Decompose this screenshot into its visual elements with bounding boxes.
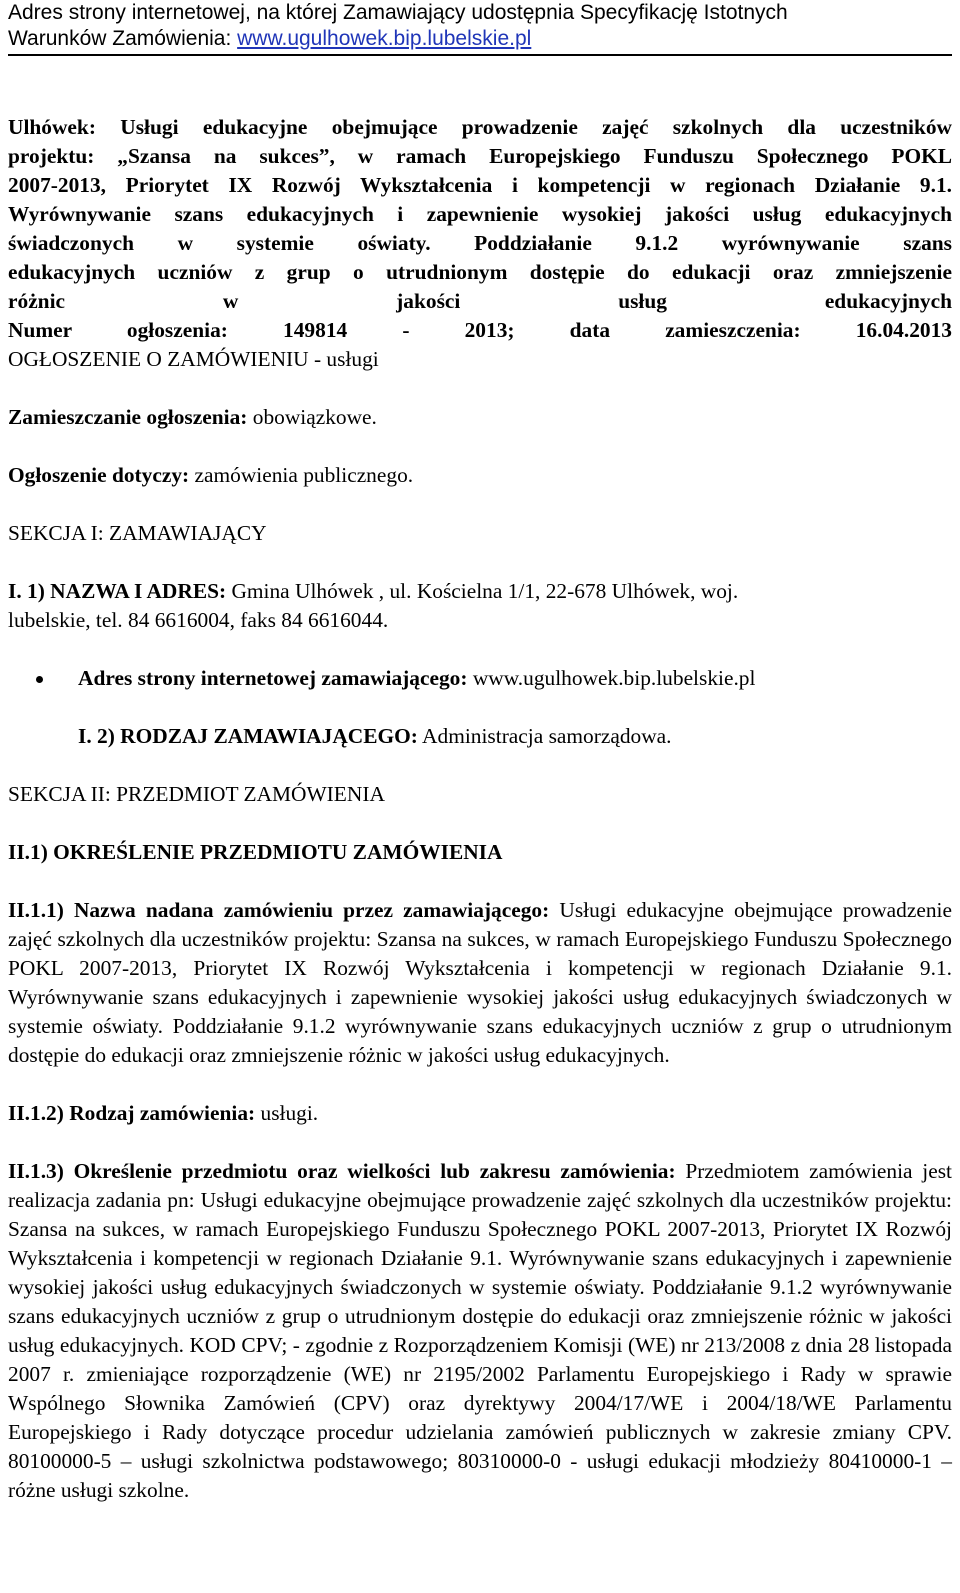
order-name-value: Usługi edukacyjne obejmujące prowadzenie zajęć szkolnych dla uczestników projektu: Szansa na sukces, w ramach Europejskiego Funduszu Społecznego POKL 2007-2013, Priorytet IX Rozwój Wykształcenia i kompetencji w regionach Działanie 9.1. Wyrównywanie szans edukacyjnych i zapewnienie wysokiej jakości usług edukacyjnych świadczonych w systemie oświaty. Poddziałanie 9.1.2 wyrównywanie szans edukacyjnych uczniów z grup o utrudnionym dostępie do edukacji oraz zmniejszenie różnic w jakości usług edukacyjnych.: [8, 898, 952, 1067]
header-line-2: [8, 26, 952, 52]
contracting-type-value: Administracja samorządowa.: [417, 724, 672, 748]
concerns-row: [8, 461, 952, 490]
document-header: [8, 0, 952, 56]
notice-type: OGŁOSZENIE O ZAMÓWIENIU - usługi: [8, 347, 379, 371]
placement-label: Zamieszczanie ogłoszenia:: [8, 405, 248, 429]
placement-value: obowiązkowe.: [247, 405, 377, 429]
order-name-label: II.1.1) Nazwa nadana zamówieniu przez zamawiającego:: [8, 898, 550, 922]
subject-definition-label: II.1) OKREŚLENIE PRZEDMIOTU ZAMÓWIENIA: [8, 840, 503, 864]
contracting-type-row: [8, 722, 952, 751]
notice-title: [8, 113, 952, 374]
header-prefix: Warunków Zamówienia:: [8, 27, 238, 50]
contracting-name-label: I. 1) NAZWA I ADRES:: [8, 579, 227, 603]
contracting-name-row: [8, 577, 952, 606]
title-line-6: edukacyjnych uczniów z grup o utrudnionym dostępie do edukacji oraz zmniejszenie: [8, 260, 952, 284]
title-line-1: Ulhówek: Usługi edukacyjne obejmujące prowadzenie zajęć szkolnych dla uczestników: [8, 115, 952, 139]
section-1-heading: SEKCJA I: ZAMAWIAJĄCY: [8, 521, 267, 545]
contracting-address-row: lubelskie, tel. 84 6616004, faks 84 6616044.: [8, 608, 389, 632]
bullet-icon: [36, 676, 43, 683]
website-label: Adres strony internetowej zamawiającego:: [78, 666, 468, 690]
order-kind-row: [8, 1099, 952, 1128]
order-scope-paragraph: [8, 1157, 952, 1505]
document-body: [8, 113, 952, 1505]
subject-definition-heading: [8, 838, 952, 867]
title-line-3: 2007-2013, Priorytet IX Rozwój Wykształcenia i kompetencji w regionach Działanie 9.1.: [8, 173, 952, 197]
contracting-type-label: I. 2) RODZAJ ZAMAWIAJĄCEGO:: [78, 724, 418, 748]
order-scope-label: II.1.3) Określenie przedmiotu oraz wielkości lub zakresu zamówienia:: [8, 1159, 676, 1183]
order-name-paragraph: [8, 896, 952, 1070]
concerns-value: zamówienia publicznego.: [189, 463, 414, 487]
title-line-7: różnic w jakości usług edukacyjnych: [8, 289, 952, 313]
placement-row: [8, 403, 952, 432]
section-2-heading: SEKCJA II: PRZEDMIOT ZAMÓWIENIA: [8, 782, 385, 806]
title-line-2: projektu: „Szansa na sukces”, w ramach Europejskiego Funduszu Społecznego POKL: [8, 144, 952, 168]
website-value: www.ugulhowek.bip.lubelskie.pl: [467, 666, 756, 690]
header-link[interactable]: www.ugulhowek.bip.lubelskie.pl: [237, 27, 532, 50]
header-line-1: Adres strony internetowej, na której Zamawiający udostępnia Specyfikację Istotnych: [8, 1, 788, 24]
order-scope-value: Przedmiotem zamówienia jest realizacja zadania pn: Usługi edukacyjne obejmujące prowadzenie zajęć szkolnych dla uczestników projektu: Szansa na sukces, w ramach Europejskiego Funduszu Społecznego POKL 2007-2013, Priorytet IX Rozwój Wykształcenia i kompetencji w regionach Działanie 9.1. Wyrównywanie szans edukacyjnych i zapewnienie wysokiej jakości usług edukacyjnych świadczonych w systemie oświaty. Poddziałanie 9.1.2 wyrównywanie szans edukacyjnych uczniów z grup o utrudnionym dostępie do edukacji oraz zmniejszenie różnic w jakości usług edukacyjnych. KOD CPV; - zgodnie z Rozporządzeniem Komisji (WE) nr 213/2008 z dnia 28 listopada 2007 r. zmieniające rozporządzenie (WE) nr 2195/2002 Parlamentu Europejskiego i Rady w sprawie Wspólnego Słownika Zamówień (CPV) oraz dyrektywy 2004/17/WE i 2004/18/WE Parlamentu Europejskiego i Rady dotyczące procedur udzielania zamówień publicznych w zakresie zmiany CPV. 80100000-5 – usługi szkolnictwa podstawowego; 80310000-0 - usługi edukacji młodzieży 80410000-1 – różne usługi szkolne.: [8, 1159, 952, 1502]
contracting-name-value: Gmina Ulhówek , ul. Kościelna 1/1, 22-678 Ulhówek, woj.: [226, 579, 739, 603]
title-line-4: Wyrównywanie szans edukacyjnych i zapewnienie wysokiej jakości usług edukacyjnych: [8, 202, 952, 226]
title-line-8: Numer ogłoszenia: 149814 - 2013; data zamieszczenia: 16.04.2013: [8, 318, 952, 342]
concerns-label: Ogłoszenie dotyczy:: [8, 463, 190, 487]
title-line-5: świadczonych w systemie oświaty. Poddziałanie 9.1.2 wyrównywanie szans: [8, 231, 952, 255]
order-kind-label: II.1.2) Rodzaj zamówienia:: [8, 1101, 256, 1125]
order-kind-value: usługi.: [255, 1101, 319, 1125]
website-list-item: [8, 664, 952, 693]
